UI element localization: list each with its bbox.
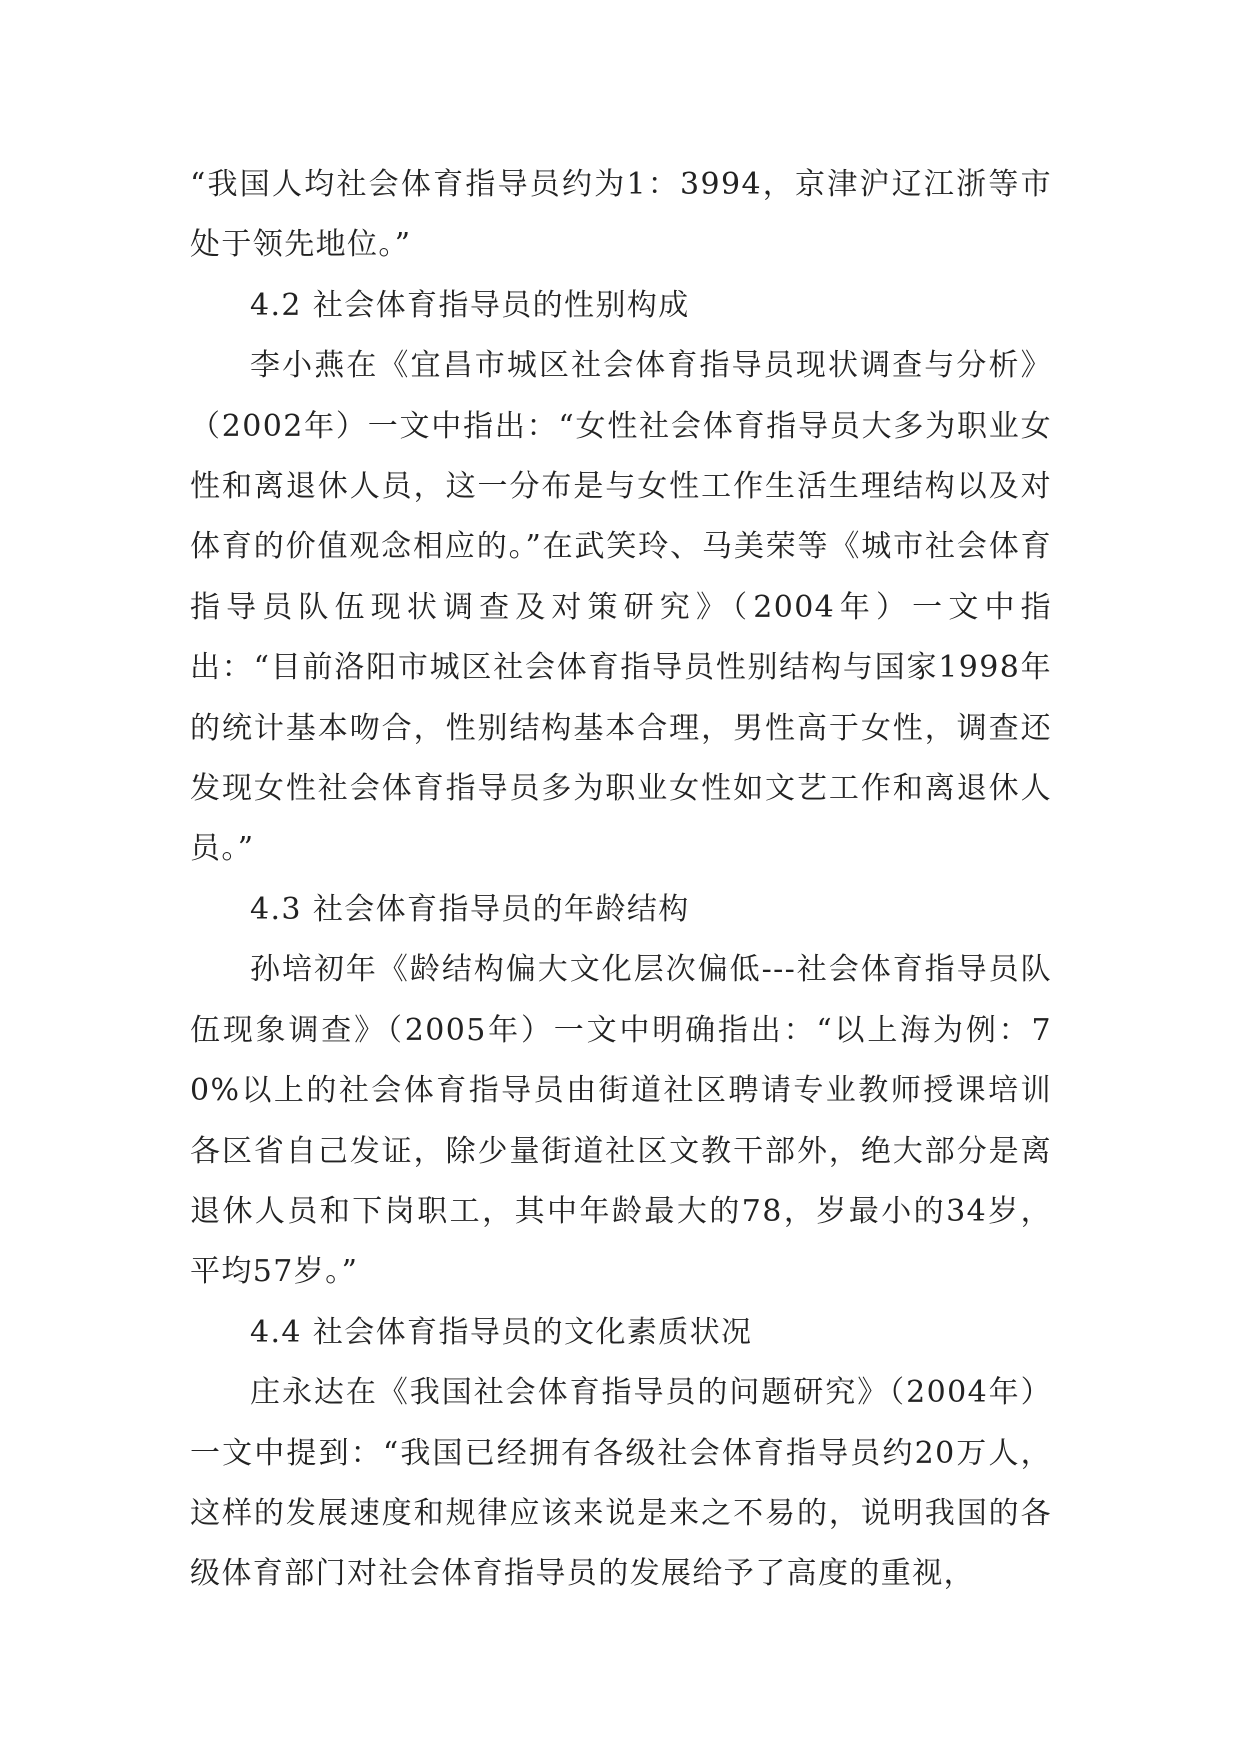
paragraph-age-structure: 孙培初年《龄结构偏大文化层次偏低---社会体育指导员队伍现象调查》（2005年）一文中明确指出：“以上海为例：70%以上的社会体育指导员由街道社区聘请专业教师授课培训各区省自己发证，除少量街道社区文教干部外，绝大部分是离退休人员和下岗职工，其中年龄最大的78，岁最小的34岁，平均57岁。” — [190, 952, 1052, 1290]
section-heading-4-4: 4.4 社会体育指导员的文化素质状况 — [250, 1314, 753, 1350]
paragraph-continuation: “我国人均社会体育指导员约为1：3994，京津沪辽江浙等市处于领先地位。” — [190, 167, 1052, 263]
document-body — [190, 155, 1052, 1605]
section-heading-4-2: 4.2 社会体育指导员的性别构成 — [250, 287, 690, 323]
paragraph-education-quality: 庄永达在《我国社会体育指导员的问题研究》（2004年）一文中提到：“我国已经拥有各级社会体育指导员约20万人，这样的发展速度和规律应该来说是来之不易的，说明我国的各级体育部门对社会体育指导员的发展给予了高度的重视， — [190, 1375, 1052, 1592]
section-heading-4-3: 4.3 社会体育指导员的年龄结构 — [250, 891, 690, 927]
paragraph-gender-structure: 李小燕在《宜昌市城区社会体育指导员现状调查与分析》（2002年）一文中指出：“女性社会体育指导员大多为职业女性和离退休人员，这一分布是与女性工作生活生理结构以及对体育的价值观念相应的。”在武笑玲、马美荣等《城市社会体育指导员队伍现状调查及对策研究》（2004年）一文中指出：“目前洛阳市城区社会体育指导员性别结构与国家1998年的统计基本吻合，性别结构基本合理，男性高于女性，调查还发现女性社会体育指导员多为职业女性如文艺工作和离退休人员。” — [190, 348, 1052, 867]
